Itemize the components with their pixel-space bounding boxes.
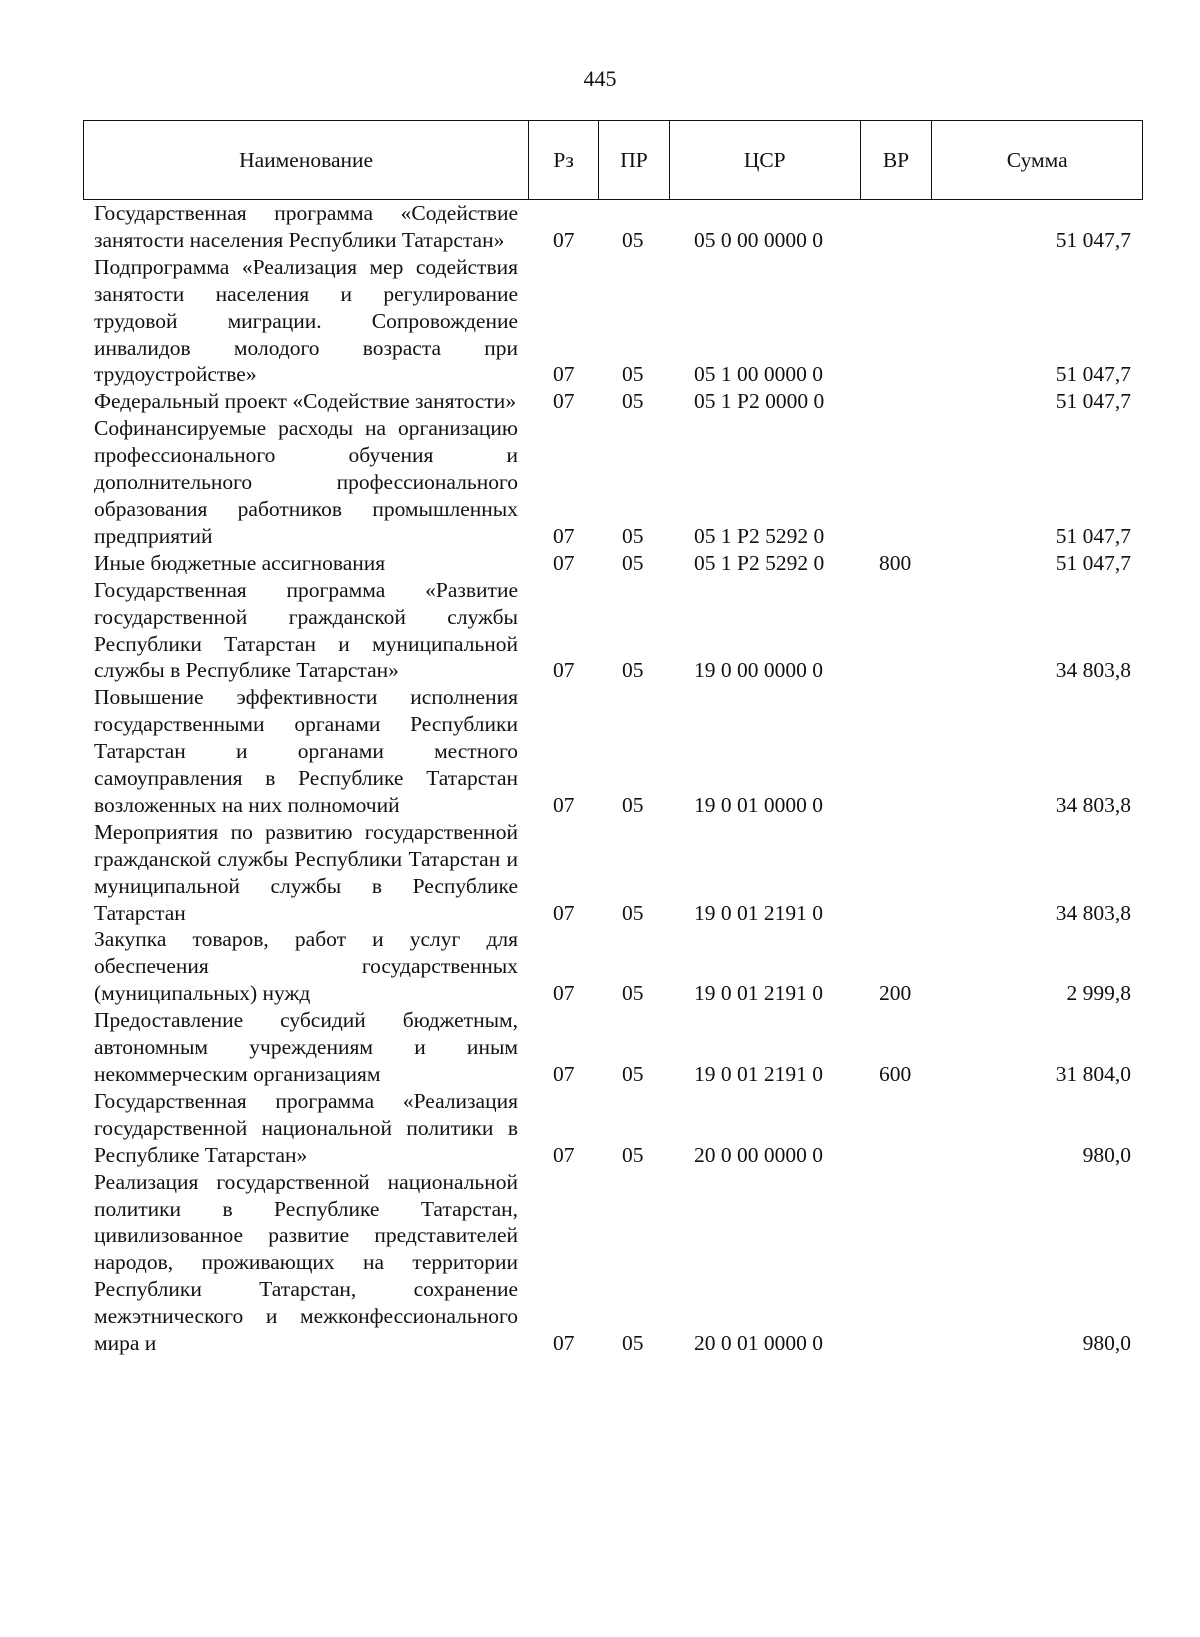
row-csr: 05 1 P2 5292 0 xyxy=(694,523,825,548)
row-rz: 07 xyxy=(553,227,575,252)
row-rz: 07 xyxy=(553,1062,575,1086)
row-name: Закупка товаров, работ и услуг для обеспечения государственных (муниципальных) нужд xyxy=(94,927,518,1006)
table-row xyxy=(0,1007,1200,1088)
row-csr: 19 0 00 0000 0 xyxy=(694,658,823,683)
table-body xyxy=(0,200,1200,1357)
table-row xyxy=(0,684,1200,819)
table-header xyxy=(83,120,1143,200)
table-row xyxy=(0,1169,1200,1357)
row-csr: 05 0 00 0000 0 xyxy=(694,227,823,252)
row-sum: 51 047,7 xyxy=(1055,389,1131,414)
row-sum: 34 803,8 xyxy=(1055,658,1131,683)
row-sum: 51 047,7 xyxy=(1055,523,1131,548)
header-name: Наименование xyxy=(84,121,529,199)
row-sum: 34 803,8 xyxy=(1055,900,1131,925)
row-sum: 980,0 xyxy=(1082,1142,1131,1167)
row-sum: 51 047,7 xyxy=(1055,362,1131,387)
row-csr: 20 0 01 0000 0 xyxy=(694,1331,823,1356)
row-name: Софинансируемые расходы на организацию профессионального обучения и дополнительного профессионального образования работников промышленных предприятий xyxy=(94,416,518,548)
row-name: Подпрограмма «Реализация мер содействия занятости населения и регулирование трудовой миграции. Сопровождение инвалидов молодого возраста при трудоустройстве» xyxy=(94,254,518,387)
row-csr: 05 1 P2 5292 0 xyxy=(694,550,825,575)
header-sum: Сумма xyxy=(1006,147,1068,172)
row-rz: 07 xyxy=(553,389,575,414)
row-rz: 07 xyxy=(553,523,575,548)
row-sum: 51 047,7 xyxy=(1055,227,1131,252)
row-name: Государственная программа «Реализация государственной национальной политики в Республике Татарстан» xyxy=(94,1088,518,1167)
table-row xyxy=(0,200,1200,254)
row-csr: 19 0 01 2191 0 xyxy=(694,1062,823,1086)
row-pr: 05 xyxy=(622,550,644,575)
row-pr: 05 xyxy=(622,1062,644,1086)
row-name: Федеральный проект «Содействие занятости» xyxy=(94,389,517,414)
row-sum: 51 047,7 xyxy=(1055,550,1131,575)
row-csr: 05 1 00 0000 0 xyxy=(694,362,823,387)
row-name: Повышение эффективности исполнения государственными органами Республики Татарстан и органами местного самоуправления в Республике Татарстан возложенных на них полномочий xyxy=(94,685,518,817)
row-pr: 05 xyxy=(622,792,644,817)
row-name: Предоставление субсидий бюджетным, автономным учреждениям и иным некоммерческим организациям xyxy=(94,1008,518,1086)
row-pr: 05 xyxy=(622,900,644,925)
row-pr: 05 xyxy=(622,227,644,252)
page-number: 445 xyxy=(583,66,617,91)
row-name: Иные бюджетные ассигнования xyxy=(94,550,386,575)
header-pr: ПР xyxy=(599,121,670,199)
row-csr: 19 0 01 0000 0 xyxy=(694,792,823,817)
row-name: Мероприятия по развитию государственной гражданской службы Республики Татарстан и муниципальной службы в Республике Татарстан xyxy=(94,819,518,925)
row-vr: 600 xyxy=(879,1062,912,1086)
row-sum: 980,0 xyxy=(1082,1331,1131,1356)
row-rz: 07 xyxy=(553,1331,575,1356)
row-csr: 20 0 00 0000 0 xyxy=(694,1142,823,1167)
header-vr: ВР xyxy=(861,121,933,199)
row-csr: 19 0 01 2191 0 xyxy=(694,981,823,1006)
row-pr: 05 xyxy=(622,523,644,548)
row-name: Государственная программа «Развитие государственной гражданской службы Республики Татарстан и муниципальной службы в Республике Татарстан» xyxy=(94,577,518,683)
table-row xyxy=(0,577,1200,685)
header-csr: ЦСР xyxy=(670,121,861,199)
row-csr: 05 1 P2 0000 0 xyxy=(694,389,825,414)
table-row xyxy=(0,550,1200,577)
row-vr: 200 xyxy=(879,981,912,1006)
row-csr: 19 0 01 2191 0 xyxy=(694,900,823,925)
table-row xyxy=(0,1088,1200,1169)
row-rz: 07 xyxy=(553,550,575,575)
row-name: Государственная программа «Содействие занятости населения Республики Татарстан» xyxy=(94,201,518,252)
row-rz: 07 xyxy=(553,900,575,925)
header-rz: Рз xyxy=(529,121,599,199)
row-pr: 05 xyxy=(622,389,644,414)
row-pr: 05 xyxy=(622,362,644,387)
row-vr: 800 xyxy=(879,550,912,575)
table-row xyxy=(0,926,1200,1007)
row-pr: 05 xyxy=(622,981,644,1006)
row-rz: 07 xyxy=(553,792,575,817)
row-pr: 05 xyxy=(622,1331,644,1356)
table-row xyxy=(0,415,1200,550)
row-rz: 07 xyxy=(553,981,575,1006)
table-row xyxy=(0,254,1200,389)
table-row xyxy=(0,819,1200,927)
row-rz: 07 xyxy=(553,658,575,683)
row-sum: 34 803,8 xyxy=(1055,792,1131,817)
row-pr: 05 xyxy=(622,1142,644,1167)
row-rz: 07 xyxy=(553,362,575,387)
row-name: Реализация государственной национальной политики в Республике Татарстан, цивилизованное развитие представителей народов, проживающих на территории Республики Татарстан, сохранение межэтнического и межконфессионального мира и xyxy=(94,1169,518,1356)
table-row xyxy=(0,388,1200,415)
row-sum: 2 999,8 xyxy=(1066,981,1131,1006)
row-sum: 31 804,0 xyxy=(1055,1062,1131,1086)
row-rz: 07 xyxy=(553,1142,575,1167)
row-pr: 05 xyxy=(622,658,644,683)
